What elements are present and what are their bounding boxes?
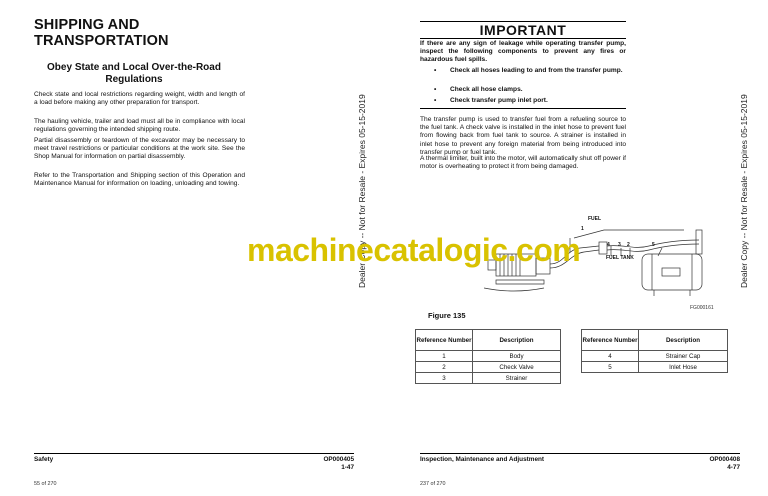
important-bottom-rule [420,108,626,109]
ref-number-cell: 1 [416,351,473,362]
subheading-line1: Obey State and Local Over-the-Road [47,62,221,73]
paragraph-1: Check state and local restrictions regarding weight, width and length of a load before making any other preparation for transport. [34,91,245,107]
table-row [416,373,561,384]
ref-number-cell: 4 [582,351,639,362]
footer-rule [420,453,740,454]
ref-number-header: Reference Number [582,330,639,351]
description-cell: Strainer Cap [639,351,728,362]
description-cell: Check Valve [473,362,561,373]
dealer-copy-watermark-left: Dealer Copy -- Not for Resale - Expires 05-15-2019 [357,94,367,288]
figure-id: FG000161 [690,305,714,311]
subheading [34,62,234,86]
description-header: Description [639,330,728,351]
ref-number-cell: 5 [582,362,639,373]
footer-chapter: Inspection, Maintenance and Adjustment [420,456,545,463]
bullet-item: • Check transfer pump inlet port. [450,97,626,105]
description-header: Description [473,330,561,351]
fuel-tank-label: FUEL TANK [606,255,634,261]
callout-1: 1 [581,226,584,232]
page-counter: 55 of 270 [34,481,57,487]
description-cell: Body [473,351,561,362]
page-counter: 237 of 270 [420,481,446,487]
important-text: If there are any sign of leakage while operating transfer pump, inspect the following components to prevent any fires or hazardous fuel spills. [420,40,626,64]
description-cell: Strainer [473,373,561,384]
callout-5: 5 [652,242,655,248]
ref-number-cell: 2 [416,362,473,373]
section-title-line2: TRANSPORTATION [34,33,169,49]
description-cell: Inlet Hose [639,362,728,373]
footer-rule [34,453,354,454]
bullet-item: • Check all hose clamps. [450,86,626,94]
table-row [416,351,561,362]
footer-page-number: 1-47 [341,464,354,471]
footer-page-number: 4-77 [727,464,740,471]
callout-2: 2 [627,242,630,248]
ref-number-cell: 3 [416,373,473,384]
section-title-line1: SHIPPING AND [34,17,140,33]
important-heading: IMPORTANT [420,21,626,39]
bullet-item: • Check all hoses leading to and from the transfer pump. [450,67,626,75]
footer-chapter: Safety [34,456,54,463]
footer-code: OP000405 [323,456,354,463]
paragraph-1: The transfer pump is used to transfer fuel from a refueling source to the fuel tank. A check valve is installed in the inlet hose to prevent fuel from flowing back from fuel tank to source. A strainer is installed in inlet hose to prevent any foreign material from being introduced into transfer pump or fuel tank. [420,116,626,156]
callout-4: 4 [607,242,610,248]
subheading-line2: Regulations [105,74,163,85]
paragraph-2: The hauling vehicle, trailer and load must all be in compliance with local regulations governing the intended shipping route. [34,118,245,134]
paragraph-3: Partial disassembly or teardown of the excavator may be necessary to meet travel restrictions or particular conditions at the work site. See the Shop Manual for information on partial disassembly. [34,137,245,161]
fuel-label: FUEL [588,216,602,222]
footer-code: OP000408 [709,456,740,463]
paragraph-4: Refer to the Transportation and Shipping section of this Operation and Maintenance Manual for information on loading, unloading and towing. [34,172,245,188]
table-row [582,362,728,373]
reference-table-1 [415,329,561,384]
callout-3: 3 [618,242,621,248]
reference-table-2 [581,329,728,373]
table-row [582,351,728,362]
section-title [34,17,169,49]
dealer-copy-watermark-right: Dealer Copy -- Not for Resale - Expires 05-15-2019 [739,94,749,288]
paragraph-2: A thermal limiter, built into the motor, will automatically shut off power if motor is overheating to protect it from being damaged. [420,155,626,171]
brand-watermark: machinecatalogic.com [247,232,581,268]
figure-caption: Figure 135 [428,311,466,320]
table-row [416,362,561,373]
ref-number-header: Reference Number [416,330,473,351]
